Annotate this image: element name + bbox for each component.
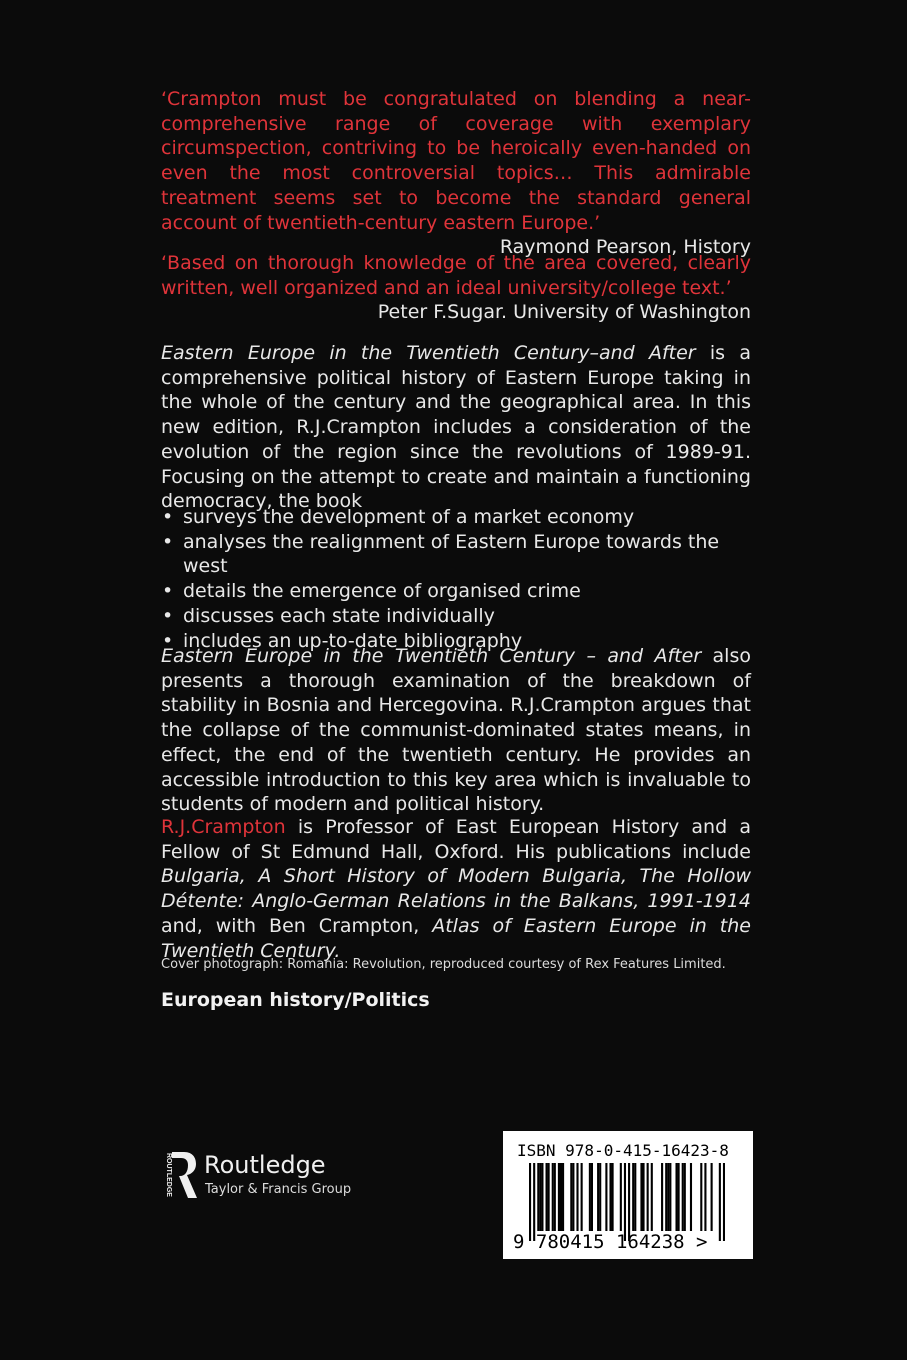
book-title-italic: Eastern Europe in the Twentieth Century – and After bbox=[161, 645, 702, 667]
isbn-barcode bbox=[503, 1131, 753, 1259]
barcode-bar bbox=[651, 1163, 653, 1231]
barcode-bar bbox=[719, 1163, 721, 1241]
barcode-bar bbox=[605, 1163, 607, 1231]
svg-text:ROUTLEDGE: ROUTLEDGE bbox=[165, 1153, 172, 1197]
barcode-bar bbox=[539, 1163, 541, 1231]
barcode-bar bbox=[599, 1163, 601, 1231]
feature-list bbox=[161, 505, 751, 653]
barcode-bar bbox=[620, 1163, 622, 1231]
description-intro bbox=[161, 341, 751, 514]
barcode-bar bbox=[624, 1163, 626, 1241]
barcode-bar bbox=[640, 1163, 642, 1231]
barcode-bars bbox=[529, 1163, 725, 1241]
barcode-bar bbox=[675, 1163, 677, 1231]
barcode-bar bbox=[533, 1163, 535, 1241]
author-name: R.J.Crampton bbox=[161, 816, 286, 838]
description-para-2-text: also presents a thorough examination of the breakdown of stability in Bosnia and Hercegovina. R.J.Crampton argues that the collapse of the communist-dominated states means, in effect, the end of the twentieth century. He provides an accessible introduction to this key area which is invaluable to students of modern and political history. bbox=[161, 645, 751, 816]
book-title-italic: Eastern Europe in the Twentieth Century–and After bbox=[161, 342, 696, 364]
routledge-mark-icon bbox=[160, 1150, 200, 1200]
barcode-bar bbox=[562, 1163, 564, 1231]
barcode-bar bbox=[661, 1163, 663, 1231]
barcode-bar bbox=[554, 1163, 556, 1231]
quote-text: ‘Crampton must be congratulated on blending a near-comprehensive range of coverage with exemplary circumspection, contriving to be heroically even-handed on even the most controversial topics… This admirable treatment seems set to become the standard general account of twentieth-century eastern Europe.’ bbox=[161, 88, 751, 234]
barcode-bar bbox=[642, 1163, 644, 1231]
quote-attribution: Peter F.Sugar. University of Washington bbox=[377, 301, 751, 324]
barcode-bar bbox=[609, 1163, 611, 1231]
barcode-bar bbox=[597, 1163, 599, 1231]
barcode-bar bbox=[548, 1163, 550, 1231]
barcode-bar bbox=[632, 1163, 634, 1231]
isbn-label: ISBN 978-0-415-16423-8 bbox=[517, 1141, 729, 1160]
list-item: • discusses each state individually bbox=[162, 604, 495, 627]
barcode-bar bbox=[723, 1163, 725, 1241]
publisher-group: Taylor & Francis Group bbox=[205, 1182, 352, 1197]
list-item: • surveys the development of a market economy bbox=[162, 506, 635, 528]
barcode-bar bbox=[570, 1163, 572, 1231]
barcode-bar bbox=[529, 1163, 531, 1241]
barcode-bar bbox=[669, 1163, 671, 1231]
barcode-bar bbox=[700, 1163, 702, 1231]
publisher-name: Routledge bbox=[204, 1151, 326, 1179]
barcode-bar bbox=[546, 1163, 548, 1231]
barcode-bar bbox=[591, 1163, 593, 1231]
barcode-bar bbox=[665, 1163, 667, 1231]
review-quote-1 bbox=[161, 87, 751, 260]
barcode-bar bbox=[558, 1163, 560, 1231]
quote-text: ‘Based on thorough knowledge of the area covered, clearly written, well organized and an ideal university/college text.’ bbox=[161, 252, 751, 299]
barcode-bar bbox=[560, 1163, 562, 1231]
barcode-digits: 9 780415 164238 > bbox=[513, 1231, 708, 1253]
author-books: Bulgaria, A Short History of Modern Bulgaria, The Hollow Détente: Anglo-German Relations in the Balkans, 1991-1914 bbox=[161, 865, 751, 913]
barcode-bar bbox=[678, 1163, 680, 1231]
barcode-bar bbox=[537, 1163, 539, 1231]
barcode-bar bbox=[589, 1163, 591, 1231]
author-bio: R.J.Crampton is Professor of East European History and a Fellow of St Edmund Hall, Oxford. His publications include Bulgaria, A Short History of Modern Bulgaria, The Hollow Détente: Anglo-German Relations in the Balkans, 1991-1914 and, with Ben Crampton, Atlas of Eastern Europe in the Twentieth Century. bbox=[161, 816, 751, 962]
barcode-bar bbox=[634, 1163, 636, 1231]
cover-credit: Cover photograph: Romania: Revolution, reproduced courtesy of Rex Features Limited. bbox=[161, 957, 726, 972]
barcode-bar bbox=[704, 1163, 706, 1231]
barcode-bar bbox=[576, 1163, 578, 1231]
barcode-bar bbox=[684, 1163, 686, 1231]
barcode-bar bbox=[612, 1163, 614, 1231]
barcode-bar bbox=[682, 1163, 684, 1231]
barcode-bar bbox=[581, 1163, 583, 1231]
barcode-bar bbox=[647, 1163, 649, 1231]
barcode-bar bbox=[628, 1163, 630, 1241]
description-para-2 bbox=[161, 644, 751, 817]
list-item: • analyses the realignment of Eastern Europe towards the west bbox=[162, 530, 720, 578]
atlas-title: Atlas of Eastern Europe in the Twentieth Century. bbox=[161, 914, 751, 962]
review-quote-2 bbox=[161, 251, 751, 325]
barcode-bar bbox=[711, 1163, 713, 1231]
barcode-bar bbox=[690, 1163, 692, 1231]
quote-attribution: Raymond Pearson, History bbox=[499, 236, 751, 259]
list-item: • details the emergence of organised crime bbox=[162, 580, 581, 603]
publisher-logo bbox=[160, 1150, 380, 1206]
list-item: • includes an up-to-date bibliography bbox=[162, 629, 523, 652]
barcode-bar bbox=[572, 1163, 574, 1231]
barcode-bar bbox=[667, 1163, 669, 1231]
barcode-bar bbox=[552, 1163, 554, 1231]
subject-category: European history/Politics bbox=[161, 989, 430, 1011]
description-intro-text: is a comprehensive political history of Eastern Europe taking in the whole of the century and the geographical area. In this new edition, R.J.Crampton includes a consideration of the evolution of the region since the revolutions of 1989-91. Focusing on the attempt to create and maintain a functioning democracy, the book bbox=[161, 342, 751, 513]
barcode-bar bbox=[541, 1163, 543, 1231]
